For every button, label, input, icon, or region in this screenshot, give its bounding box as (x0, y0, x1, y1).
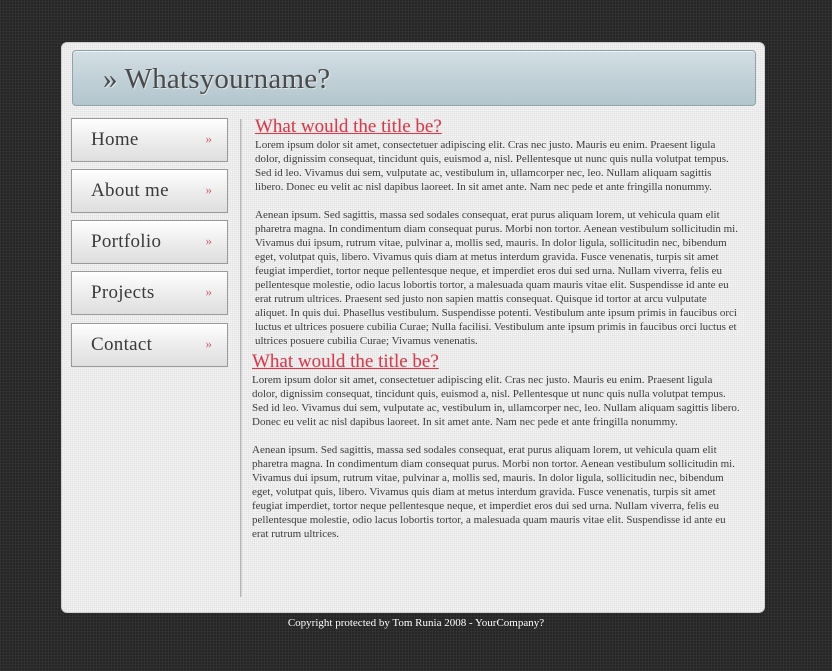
site-title: » Whatsyourname? (103, 63, 331, 95)
nav-item-projects[interactable] (71, 271, 228, 315)
nav-item-about-me[interactable] (71, 169, 228, 213)
nav-item-label: Contact (91, 334, 153, 355)
section-paragraph: Lorem ipsum dolor sit amet, consectetuer adipiscing elit. Cras nec justo. Mauris eu enim. Praesent ligula dolor, dignissim consequat, tincidunt quis, euismod a, nisl. Pellentesque ut nunc quis nulla volutpat tempus. Sed id leo. Vivamus dui sem, vulputate ac, vestibulum in, ullamcorper nec, leo. Nullam aliquam sagittis libero. Donec eu velit ac nisl dapibus laoreet. In sit amet ante. Nam nec pede et ante fringilla nonummy. (255, 139, 729, 193)
section-title[interactable]: What would the title be? (255, 116, 442, 137)
content-divider (240, 119, 242, 597)
section-paragraph: Lorem ipsum dolor sit amet, consectetuer adipiscing elit. Cras nec justo. Mauris eu enim. Praesent ligula dolor, dignissim consequat, tincidunt quis, euismod a, nisl. Pellentesque ut nunc quis nulla volutpat tempus. Sed id leo. Vivamus dui sem, vulputate ac, vestibulum in, ullamcorper nec, leo. Nullam aliquam sagittis libero. Donec eu velit ac nisl dapibus laoreet. In sit amet ante. Nam nec pede et ante fringilla nonummy. (252, 374, 740, 428)
content-section (255, 116, 740, 348)
nav-item-home[interactable] (71, 118, 228, 162)
double-chevron-right-icon: » (205, 284, 210, 299)
page-container (61, 42, 765, 613)
main-content (252, 116, 740, 541)
double-chevron-right-icon: » (205, 131, 210, 146)
double-chevron-right-icon: » (205, 182, 210, 197)
nav-item-label: Home (91, 129, 139, 150)
footer-copyright: Copyright protected by Tom Runia 2008 - YourCompany? (287, 617, 545, 629)
nav-item-label: Projects (91, 282, 155, 303)
nav-item-label: About me (91, 180, 169, 201)
content-section (252, 351, 740, 541)
section-title[interactable]: What would the title be? (252, 351, 439, 372)
double-chevron-right-icon: » (205, 233, 210, 248)
section-paragraph: Aenean ipsum. Sed sagittis, massa sed sodales consequat, erat purus aliquam lorem, ut vehicula quam elit pharetra magna. In condimentum diam consequat purus. Morbi non tortor. Aenean vestibulum sollicitudin mi. Vivamus dui ipsum, rutrum vitae, pulvinar a, mollis sed, mauris. In dolor ligula, sollicitudin nec, bibendum eget, volutpat quis, libero. Vivamus quis diam at metus interdum gravida. Fusce venenatis, turpis sit amet feugiat imperdiet, tortor neque pellentesque neque, et imperdiet eros dui sed urna. Nullam viverra, felis eu pellentesque molestie, odio lacus lobortis tortor, a malesuada quam mauris vitae elit. Suspendisse id ante eu erat rutrum ultrices. Praesent sed justo non sapien mattis consequat. Quisque id tortor at arcu vulputate aliquet. In quis dui. Phasellus vestibulum. Suspendisse potenti. Vestibulum ante ipsum primis in faucibus orci luctus et ultrices posuere cubilia Curae; Nulla facilisi. Vestibulum ante ipsum primis in faucibus orci luctus et ultrices posuere cubilia Curae; Vivamus venenatis. (255, 209, 738, 347)
nav-item-portfolio[interactable] (71, 220, 228, 264)
nav-item-contact[interactable] (71, 323, 228, 367)
section-paragraph: Aenean ipsum. Sed sagittis, massa sed sodales consequat, erat purus aliquam lorem, ut vehicula quam elit pharetra magna. In condimentum diam consequat purus. Morbi non tortor. Aenean vestibulum sollicitudin mi. Vivamus dui ipsum, rutrum vitae, pulvinar a, mollis sed, mauris. In dolor ligula, sollicitudin nec, bibendum eget, volutpat quis, libero. Vivamus quis diam at metus interdum gravida. Fusce venenatis, turpis sit amet feugiat imperdiet, tortor neque pellentesque neque, et imperdiet eros dui sed urna. Nullam viverra, felis eu pellentesque molestie, odio lacus lobortis tortor, a malesuada quam mauris vitae elit. Suspendisse id ante eu erat rutrum ultrices. (252, 444, 735, 540)
nav-item-label: Portfolio (91, 231, 162, 252)
site-header (72, 50, 756, 106)
double-chevron-right-icon: » (205, 336, 210, 351)
